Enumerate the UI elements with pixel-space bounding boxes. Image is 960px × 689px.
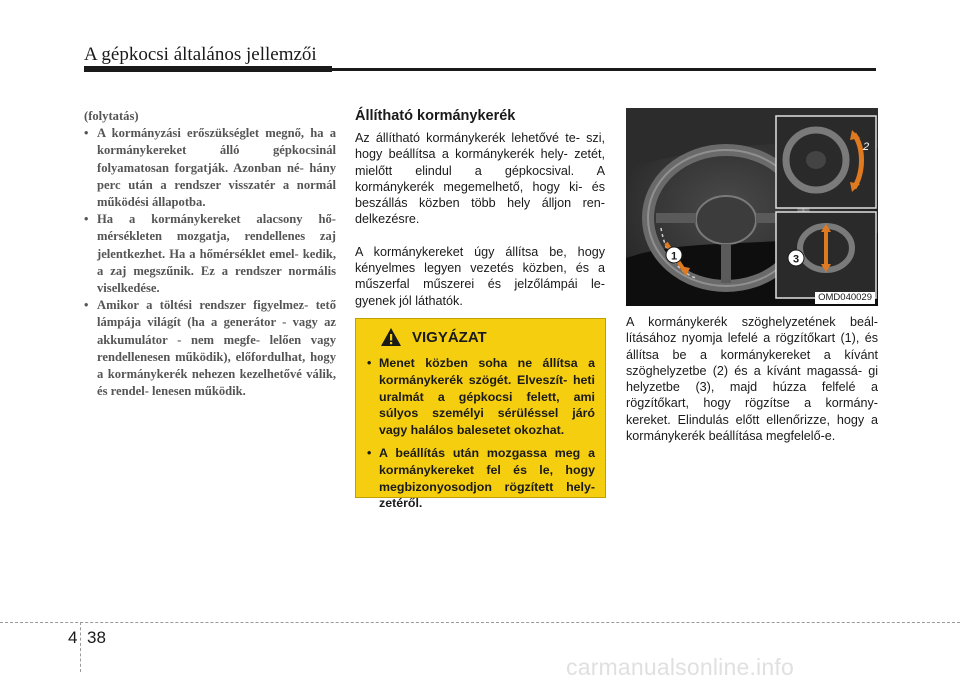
column-2 [355, 108, 605, 309]
chapter-number: 4 [68, 628, 78, 647]
section-heading: Állítható kormánykerék [355, 108, 516, 124]
footer-vertical-divider [80, 622, 81, 672]
steering-wheel-figure [626, 108, 878, 306]
callout-2: 2 [862, 141, 870, 153]
warning-triangle-icon [380, 327, 402, 347]
column-1 [84, 108, 336, 400]
warning-title: VIGYÁZAT [412, 328, 487, 346]
header-rule [84, 68, 876, 71]
footer-divider [0, 622, 960, 623]
steering-wheel-illustration [626, 108, 878, 306]
warning-item: • Menet közben soha ne állítsa a kormánykerék szögét. Elveszít- heti uralmát a gépkocsi felett, ami súlyos személyi sérüléssel járó vagy halálos balesetet okozhat. [366, 355, 595, 439]
figure-code: OMD040029 [815, 292, 875, 304]
callout-3: 3 [792, 253, 800, 266]
list-item: • A kormányzási erőszükséglet megnő, ha a kormánykereket álló gépkocsinál folyamatosan forgatják. Azonban né- hány perc után a rendszer visszatér a normál működési állapotba. [84, 125, 336, 211]
continued-label: (folytatás) [84, 109, 139, 123]
paragraph: Az állítható kormánykerék lehetővé te- szi, hogy beállítsa a kormánykerék hely- zetét, mielőtt elindul a gépkocsival. A kormánykerék megemelhető, hogy ki- és beszállás közben több hely álljon ren- delkezésre. [355, 131, 605, 227]
warning-box [355, 318, 606, 511]
page-number: 38 [87, 628, 106, 647]
callout-1: 1 [670, 250, 678, 263]
figure-caption-text: A kormánykerék szöghelyzetének beál- lításához nyomja lefelé a rögzítőkart (1), és állítsa be a kormánykereket a kívánt szöghelyzetbe (2) és a kívánt magassá- gi helyzetbe (3), majd húzza felfelé a rögzítőkart, hogy rögzítse a kormány- kereket. Elindulás előtt ellenőrizze, hogy a kormánykerék beállítása megfelelő-e. [626, 315, 878, 444]
warning-header [380, 327, 595, 347]
watermark: carmanualsonline.info [566, 654, 794, 680]
list-item: • Amikor a töltési rendszer figyelmez- tető lámpája világít (ha a generátor - vagy az akkumulátor - nem megfe- lelően vagy rendellenesen működik), előfordulhat, hogy a kormánykerék nehezen kezelhetővé válik, és rendel- lenesen működik. [84, 297, 336, 400]
list-item: • Ha a kormánykereket alacsony hő- mérsékleten mozgatja, rendellenes zaj jelentkezhet. Ha a hőmérséklet emel- kedik, a zaj megszűnik. Ez a rendszer normális viselkedése. [84, 211, 336, 297]
warning-list [366, 355, 595, 512]
warning-item: • A beállítás után mozgassa meg a kormánykereket fel és le, hogy megbizonyosodjon rögzített hely- zetéről. [366, 445, 595, 512]
paragraph: A kormánykereket úgy állítsa be, hogy kényelmes legyen vezetés közben, és a műszerfal műszerei és jelzőlámpái le- gyenek jól láthatók. [355, 244, 605, 308]
column-1-list [84, 125, 336, 400]
page-header-title: A gépkocsi általános jellemzői [84, 44, 317, 65]
